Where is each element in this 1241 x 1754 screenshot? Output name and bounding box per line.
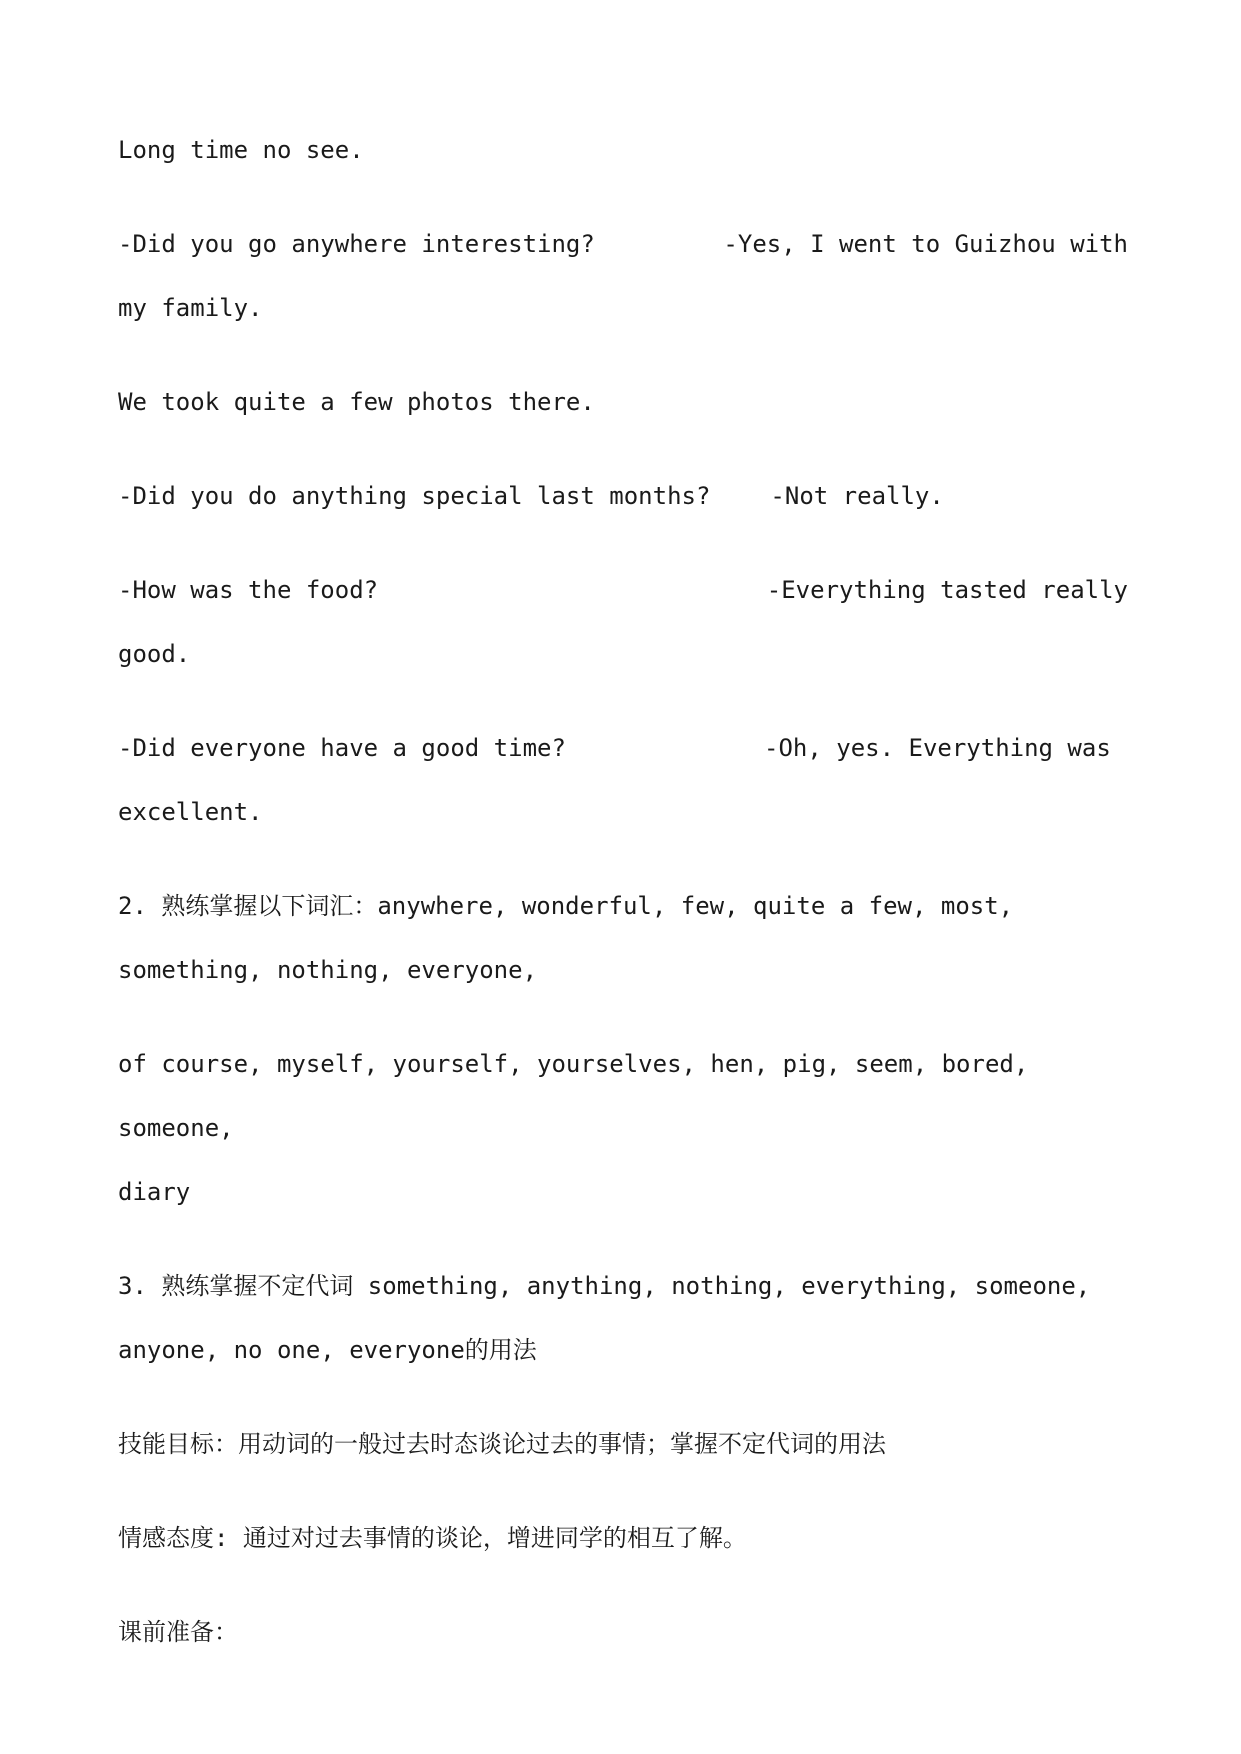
dialogue-row [118,716,1128,780]
dialogue-row [118,464,1128,528]
dialogue-answer: -Everything tasted really [766,576,1128,604]
dialogue-row [118,212,1128,276]
dialogue-answer: -Yes, I went to Guizhou with [723,230,1128,258]
text-line: excellent. [118,798,263,826]
vocab-item-continued: something, nothing, everyone, [118,956,538,984]
text-line: Long time no see. [118,136,364,164]
pronoun-item-continued: anyone, no one, everyone的用法 [118,1336,537,1364]
dialogue-answer: -Not really. [770,482,944,510]
vocab-item-heading: 2. 熟练掌握以下词汇：anywhere, wonderful, few, quite a few, most, [118,892,1014,920]
text-line: good. [118,640,191,668]
skill-goal: 技能目标：用动词的一般过去时态谈论过去的事情；掌握不定代词的用法 [118,1430,886,1458]
dialogue-question: -How was the food? [118,576,379,604]
dialogue-row [118,558,1128,622]
vocab-list: of course, myself, yourself, yourselves, hen, pig, seem, bored, someone, [118,1050,1029,1142]
text-line: We took quite a few photos there. [118,388,595,416]
dialogue-question: -Did you go anywhere interesting? [118,230,595,258]
pronoun-item-heading: 3. 熟练掌握不定代词 something, anything, nothing, everything, someone, [118,1272,1091,1300]
dialogue-question: -Did you do anything special last months? [118,482,711,510]
dialogue-answer: -Oh, yes. Everything was [764,734,1111,762]
dialogue-question: -Did everyone have a good time? [118,734,566,762]
text-line: my family. [118,294,263,322]
preparation-heading: 课前准备： [118,1618,238,1646]
document-page [118,118,1128,1664]
emotion-goal: 情感态度: 通过对过去事情的谈论，增进同学的相互了解。 [118,1524,747,1552]
vocab-list-continued: diary [118,1178,191,1206]
